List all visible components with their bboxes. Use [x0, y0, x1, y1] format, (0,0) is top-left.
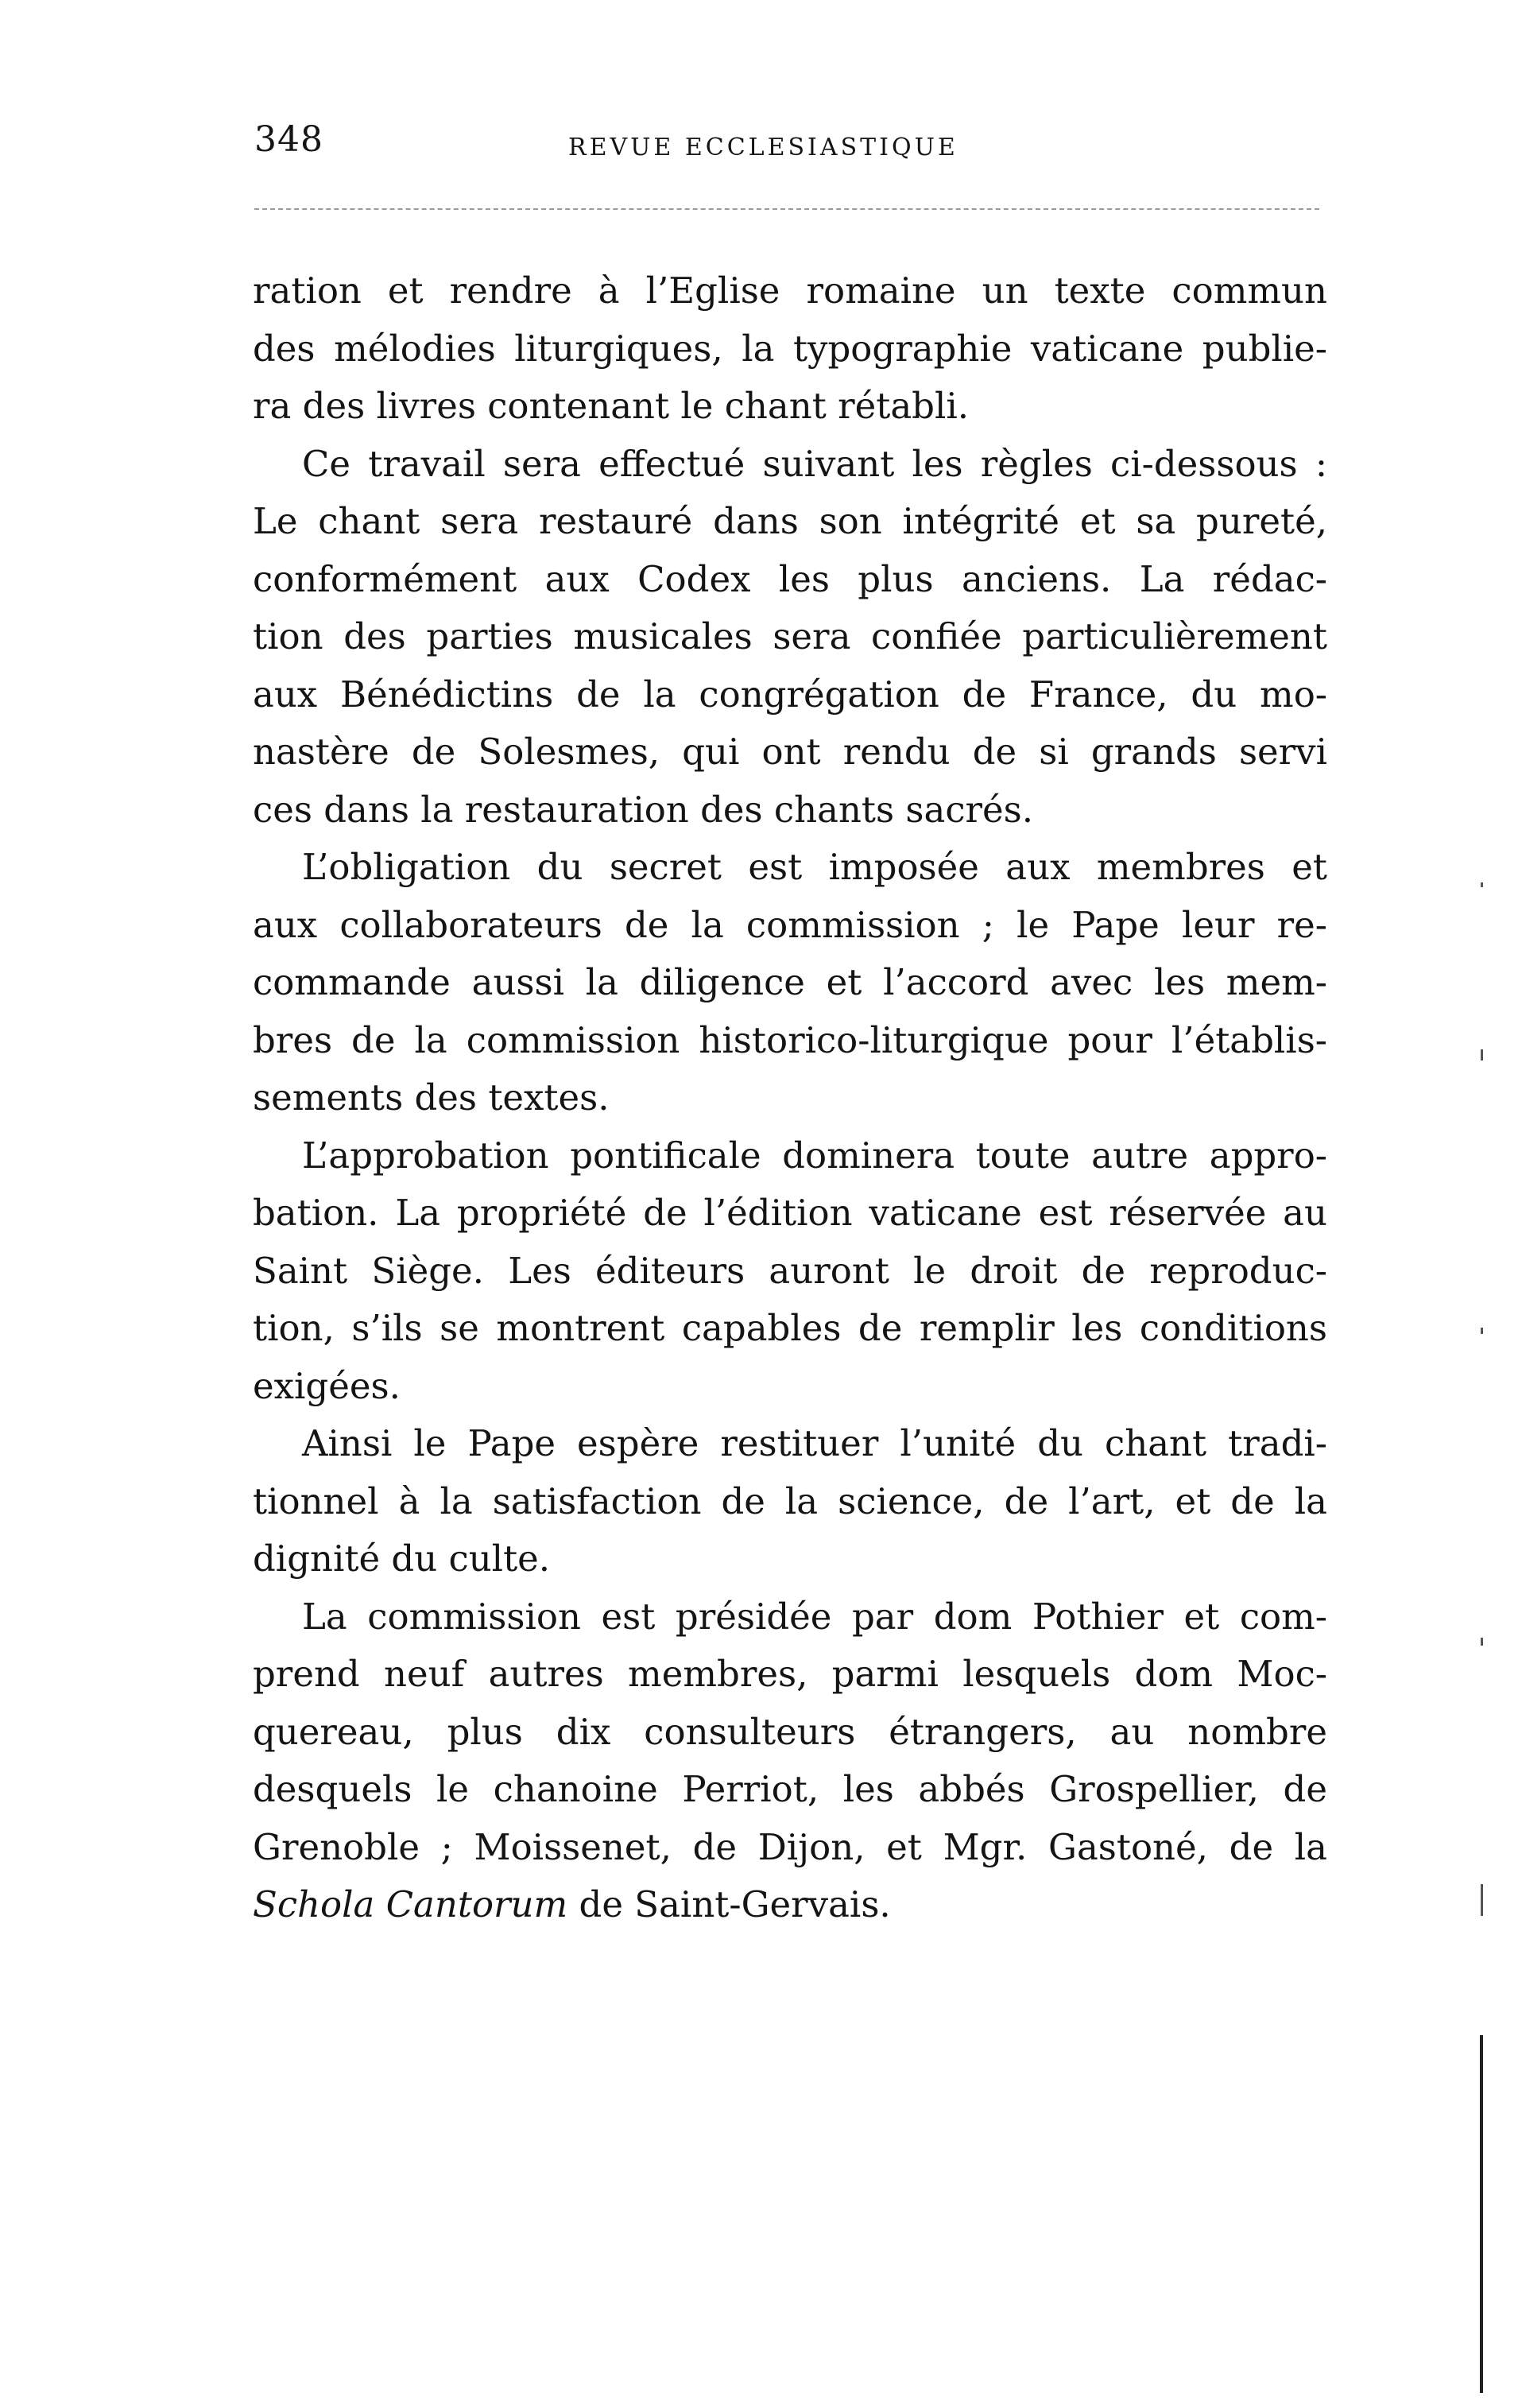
scan-edge-line [1480, 2035, 1483, 2393]
text-line: desquels le chanoine Perriot, les abbés Grospellier, de [253, 1768, 1327, 1810]
header-rule [254, 208, 1319, 210]
scan-speck [1481, 1638, 1483, 1646]
text-line: quereau, plus dix consulteurs étrangers, au nombre [253, 1710, 1327, 1753]
text-line: commande aussi la diligence et l’accord avec les mem- [253, 961, 1327, 1003]
page-number: 348 [254, 119, 323, 160]
text-line: dignité du culte. [253, 1537, 551, 1580]
text-line: Ce travail sera effectué suivant les règles ci-dessous : [302, 442, 1327, 485]
paragraph [253, 1415, 1327, 1588]
text-line-final [253, 1876, 1327, 1934]
text-line: Saint Siège. Les éditeurs auront le droit de reproduc- [253, 1249, 1327, 1292]
text-line: ration et rendre à l’Eglise romaine un texte commun [253, 269, 1327, 312]
text-line: bres de la commission historico-liturgique pour l’établis- [253, 1018, 1327, 1061]
text-line: L’approbation pontificale dominera toute autre appro- [302, 1134, 1327, 1177]
text-line: nastère de Solesmes, qui ont rendu de si grands servi [253, 731, 1327, 773]
text-line: exigées. [253, 1364, 401, 1407]
text-line: Le chant sera restauré dans son intégrité et sa pureté, [253, 500, 1327, 542]
scan-speck [1481, 1049, 1483, 1061]
text-line: des mélodies liturgiques, la typographie vaticane publie- [253, 327, 1327, 370]
text-line: tionnel à la satisfaction de la science, de l’art, et de la [253, 1479, 1327, 1522]
text-line: Grenoble ; Moissenet, de Dijon, et Mgr. Gastoné, de la [253, 1825, 1327, 1868]
text-line: sements des textes. [253, 1076, 610, 1119]
body-text [253, 262, 1327, 1934]
paragraph [253, 839, 1327, 1127]
text-line: La commission est présidée par dom Pothier et com- [302, 1595, 1327, 1638]
text-line: tion des parties musicales sera confiée particulièrement [253, 615, 1327, 657]
text-line: prend neuf autres membres, parmi lesquels dom Moc- [253, 1653, 1327, 1695]
text-line: ces dans la restauration des chants sacrés. [253, 788, 1034, 831]
running-title: REVUE ECCLESIASTIQUE [568, 134, 958, 161]
paragraph [253, 1588, 1327, 1934]
text-line: conformément aux Codex les plus anciens. La rédac- [253, 557, 1327, 600]
text-line: aux Bénédictins de la congrégation de France, du mo- [253, 673, 1327, 715]
text-line: bation. La propriété de l’édition vaticane est réservée au [253, 1192, 1327, 1234]
paragraph [253, 262, 1327, 436]
scan-speck [1481, 882, 1483, 887]
scan-speck [1481, 1884, 1483, 1916]
text-line: Ainsi le Pape espère restituer l’unité du chant tradi- [302, 1422, 1327, 1464]
text-line: tion, s’ils se montrent capables de remplir les conditions [253, 1307, 1327, 1349]
italic-phrase: Schola Cantorum [253, 1883, 568, 1925]
text-span: de Saint-Gervais. [567, 1883, 891, 1925]
text-line: L’obligation du secret est imposée aux membres et [302, 846, 1327, 888]
paragraph [253, 436, 1327, 840]
scan-speck [1481, 1328, 1483, 1334]
text-line: aux collaborateurs de la commission ; le Pape leur re- [253, 903, 1327, 946]
text-line: ra des livres contenant le chant rétabli. [253, 385, 970, 427]
paragraph [253, 1127, 1327, 1416]
